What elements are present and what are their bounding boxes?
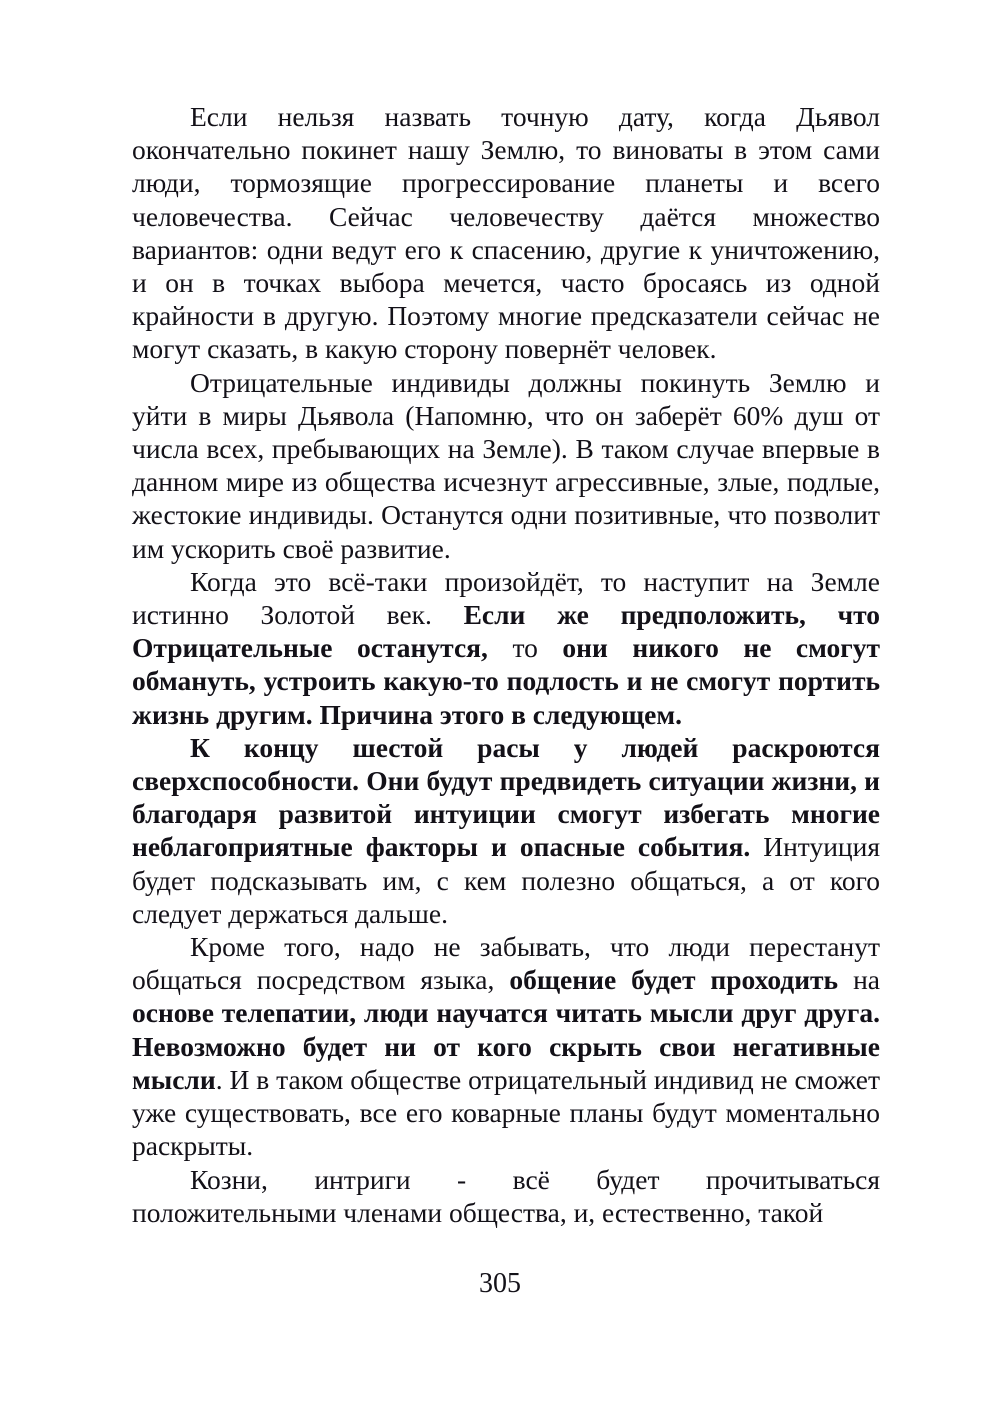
p3-run-1-bold: Если же предположить, что Отрицательные останутся, <box>132 599 880 664</box>
p6-run-0-regular: Козни, интриги - всё будет прочитываться положительными членами общества, и, естественно, такой <box>132 1163 880 1228</box>
paragraph-p6 <box>132 1163 880 1229</box>
p1-run-0-regular: Если нельзя назвать точную дату, когда Дьявол окончательно покинет нашу Землю, то виноваты в этом сами люди, тормозящие прогрессирование планеты и всего человечества. Сейчас человечеству даётся множество вариантов: одни ведут его к спасению, другие к уничтожению, и он в точках выбора мечется, часто бросаясь из одной крайности в другую. Поэтому многие предсказатели сейчас не могут сказать, в какую сторону повернёт человек. <box>132 101 880 365</box>
p5-run-1-bold: общение будет проходить <box>509 964 854 996</box>
paragraph-p4 <box>132 731 880 930</box>
p5-run-2-regular: на <box>853 964 880 996</box>
paragraph-p2 <box>132 366 880 565</box>
body-text-column <box>132 100 880 1229</box>
p5-run-0-regular: Кроме того, надо не забывать, что люди перестанут общаться посредством языка, <box>132 931 880 996</box>
p3-run-2-regular: то <box>512 632 563 664</box>
p3-run-0-regular: Когда это всё-таки произойдёт, то наступит на Земле истинно Золотой век. <box>132 565 880 631</box>
paragraph-p5 <box>132 930 880 1162</box>
page-number: 305 <box>479 1268 521 1299</box>
p5-run-4-regular: . И в таком обществе отрицательный индивид не сможет уже существовать, все его коварные планы будут моментально раскрыты. <box>132 1063 880 1162</box>
paragraph-p1 <box>132 100 880 366</box>
p4-run-0-bold: К концу шестой расы у людей раскроются сверхспособности. Они будут предвидеть ситуации жизни, и благодаря развитой интуиции смогут избегать многие неблагоприятные факторы и опасные события. <box>132 731 880 863</box>
p2-run-0-regular: Отрицательные индивиды должны покинуть Землю и уйти в миры Дьявола (Напомню, что он заберёт 60% душ от числа всех, пребывающих на Земле). В таком случае впервые в данном мире из общества исчезнут агрессивные, злые, подлые, жестокие индивиды. Останутся одни позитивные, что позволит им ускорить своё развитие. <box>132 366 880 564</box>
p5-run-3-bold: основе телепатии, люди научатся читать мысли друг друга. Невозможно будет ни от кого скрыть свои негативные мысли <box>132 997 880 1095</box>
p3-run-3-bold: они никого не смогут обмануть, устроить какую-то подлость и не смогут портить жизнь другим. Причина этого в следующем. <box>132 632 880 730</box>
p4-run-1-regular: Интуиция будет подсказывать им, с кем полезно общаться, а от кого следует держаться дальше. <box>132 831 880 929</box>
paragraph-p3 <box>132 565 880 731</box>
